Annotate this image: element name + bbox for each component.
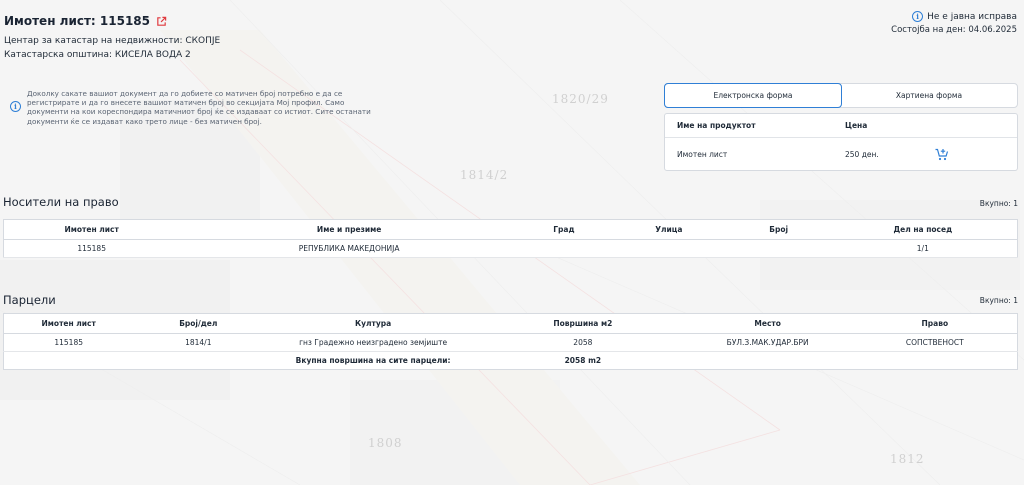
info-icon: i (10, 101, 21, 112)
product-row (665, 138, 1017, 171)
info-icon: i (912, 11, 923, 22)
state-date: Состојба на ден: 04.06.2025 (891, 25, 1017, 35)
column-header: Број/дел (133, 314, 263, 334)
holders-table (3, 219, 1018, 258)
column-header: Право (853, 314, 1018, 334)
column-header: Име и презиме (179, 220, 519, 240)
registration-notice (10, 89, 380, 126)
column-header: Место (683, 314, 853, 334)
table-cell: 115185 (4, 334, 134, 352)
map-parcel-label: 1814/2 (460, 168, 509, 182)
table-cell: 115185 (4, 240, 180, 258)
external-link-icon[interactable] (156, 16, 167, 27)
map-parcel-label: 1808 (368, 436, 403, 450)
public-document-note (912, 11, 1017, 22)
table-header-row (4, 220, 1018, 240)
table-cell: гнз Градежно неизградено земјиште (263, 334, 483, 352)
table-row (4, 334, 1018, 352)
holders-count: Вкупно: 1 (979, 199, 1018, 208)
parcels-section-title: Парцели (3, 293, 56, 307)
notice-text: Доколку сакате вашиот документ да го добиете со матичен број потребно е да се регистрирате и да го внесете вашиот матичен број во секцијата Мој профил. Само документи на кои кореспондира матичниот број ќе се издаваат со истиот. Сите останати документи ќе се издават како трето лице - без матичен број. (27, 89, 371, 126)
product-price: 250 ден. (845, 150, 879, 159)
product-table (664, 113, 1018, 171)
product-name: Имотен лист (677, 150, 728, 159)
table-cell: 2058 (483, 334, 683, 352)
column-header: Улица (609, 220, 729, 240)
map-parcel-label: 1812 (890, 452, 925, 466)
column-header: Култура (263, 314, 483, 334)
column-header: Дел на посед (829, 220, 1018, 240)
add-to-cart-icon[interactable] (935, 148, 949, 161)
total-area-label: Вкупна површина на сите парцели: (295, 356, 451, 365)
table-cell (729, 240, 829, 258)
page-title: Имотен лист: 115185 (4, 14, 150, 28)
cadastre-center: Центар за катастар на недвижности: СКОПЈЕ (4, 36, 221, 46)
column-header: Имотен лист (4, 220, 180, 240)
column-header: Имотен лист (4, 314, 134, 334)
table-cell: РЕПУБЛИКА МАКЕДОНИЈА (179, 240, 519, 258)
public-note-text: Не е јавна исправа (927, 11, 1017, 22)
table-row (4, 240, 1018, 258)
form-type-tabs (664, 83, 1018, 108)
tab-paper-form[interactable]: Хартиена форма (895, 91, 963, 100)
table-cell: 1814/1 (133, 334, 263, 352)
title-row (4, 14, 167, 28)
total-area-row (4, 352, 1018, 370)
column-header: Број (729, 220, 829, 240)
column-header: Површина м2 (483, 314, 683, 334)
tab-electronic-form[interactable]: Електронска форма (664, 83, 842, 108)
table-header-row (4, 314, 1018, 334)
product-price-header: Цена (845, 121, 868, 130)
product-table-header (665, 114, 1017, 138)
parcels-count: Вкупно: 1 (979, 296, 1018, 305)
product-name-header: Име на продуктот (677, 121, 756, 130)
column-header: Град (519, 220, 609, 240)
table-cell (519, 240, 609, 258)
cadastral-municipality: Катастарска општина: КИСЕЛА ВОДА 2 (4, 50, 191, 60)
table-cell: 1/1 (829, 240, 1018, 258)
holders-section-title: Носители на право (3, 195, 119, 209)
table-cell: СОПСТВЕНОСТ (853, 334, 1018, 352)
table-cell (609, 240, 729, 258)
map-parcel-label: 1820/29 (552, 92, 609, 106)
parcels-table (3, 313, 1018, 370)
total-area-value: 2058 m2 (564, 356, 602, 365)
table-cell: БУЛ.З.МАК.УДАР.БРИ (683, 334, 853, 352)
